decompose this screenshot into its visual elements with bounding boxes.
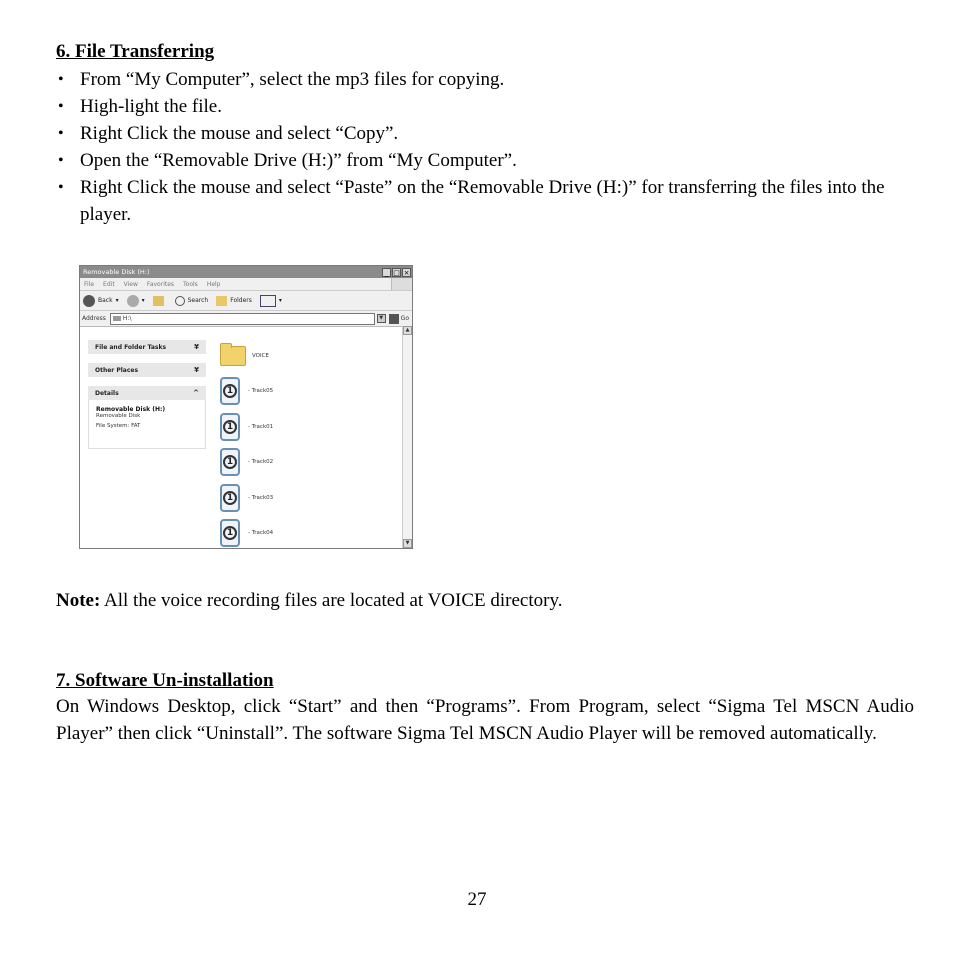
views-icon (260, 295, 276, 307)
section-6-heading: 6. File Transferring (56, 41, 215, 62)
drive-icon (113, 316, 121, 321)
details-content (88, 400, 206, 449)
go-label: Go (400, 315, 409, 322)
list-item[interactable] (220, 480, 273, 516)
forward-button[interactable] (127, 295, 145, 307)
go-arrow-icon (389, 314, 399, 324)
panel-title: Other Places (95, 366, 139, 374)
address-value: H:\ (122, 315, 132, 322)
title-bar (80, 266, 412, 278)
address-input[interactable] (110, 313, 375, 325)
details-panel[interactable] (88, 386, 206, 400)
file-list (220, 338, 273, 551)
note-label: Note: (56, 590, 101, 611)
section-7-heading: 7. Software Un-installation (56, 670, 274, 691)
step-item: • Right Click the mouse and select “Copy”. (56, 120, 896, 147)
address-bar (80, 311, 412, 327)
scroll-up-icon[interactable]: ▲ (403, 326, 412, 335)
folder-icon (220, 346, 246, 366)
task-pane (88, 340, 206, 449)
note-text: All the voice recording files are located at VOICE directory. (100, 590, 563, 611)
file-folder-tasks-panel[interactable] (88, 340, 206, 354)
step-item: • From “My Computer”, select the mp3 files for copying. (56, 66, 896, 93)
views-button[interactable] (260, 295, 282, 307)
step-item: • Right Click the mouse and select “Paste” on the “Removable Drive (H:)” for transferring the files into the player. (56, 174, 896, 228)
go-button[interactable] (389, 314, 409, 324)
chevron-down-icon[interactable]: ¥ (194, 343, 199, 351)
folders-icon (216, 296, 227, 306)
menu-bar (80, 278, 412, 291)
chevron-up-icon[interactable]: ^ (193, 389, 199, 397)
file-name: - Track04 (248, 530, 274, 537)
vertical-scrollbar[interactable] (402, 326, 412, 548)
menu-tools[interactable]: Tools (183, 280, 198, 288)
up-folder-button[interactable] (153, 296, 167, 306)
list-item[interactable] (220, 445, 273, 481)
list-item[interactable] (220, 374, 273, 410)
forward-arrow-icon (127, 295, 139, 307)
search-button[interactable] (175, 296, 209, 306)
file-name: VOICE (252, 352, 269, 359)
address-label: Address (82, 315, 106, 322)
media-file-icon: 1 (220, 377, 240, 405)
menu-view[interactable]: View (123, 280, 138, 288)
panel-title: File and Folder Tasks (95, 343, 167, 351)
media-file-icon: 1 (220, 448, 240, 476)
list-item[interactable] (220, 516, 273, 552)
media-file-icon: 1 (220, 413, 240, 441)
media-file-icon: 1 (220, 519, 240, 547)
list-item[interactable] (220, 409, 273, 445)
uninstall-paragraph: On Windows Desktop, click “Start” and then “Programs”. From Program, select “Sigma Tel MSCN Audio Player” then click “Uninstall”. The software Sigma Tel MSCN Audio Player will be removed automatically. (56, 696, 914, 744)
back-arrow-icon (83, 295, 95, 307)
close-icon[interactable]: × (403, 268, 410, 277)
windows-logo-icon (391, 278, 412, 290)
file-name: - Track03 (248, 494, 274, 501)
list-item[interactable] (220, 338, 273, 374)
chevron-down-icon: ▾ (278, 297, 282, 304)
menu-edit[interactable]: Edit (103, 280, 115, 288)
chevron-down-icon: ▾ (115, 297, 119, 304)
file-name: - Track02 (248, 459, 274, 466)
menu-help[interactable]: Help (206, 280, 221, 288)
folders-button[interactable] (216, 296, 252, 306)
back-button[interactable] (83, 295, 119, 307)
media-file-icon: 1 (220, 484, 240, 512)
panel-title: Details (95, 389, 119, 397)
page-number: 27 (467, 889, 487, 910)
explorer-window (79, 265, 413, 549)
details-name: Removable Disk (H:) (96, 406, 166, 413)
maximize-icon[interactable]: □ (393, 268, 400, 277)
step-item: • High-light the file. (56, 93, 896, 120)
back-label: Back (98, 297, 113, 304)
menu-favorites[interactable]: Favorites (146, 280, 175, 288)
scroll-down-icon[interactable]: ▼ (403, 539, 412, 548)
search-label: Search (187, 297, 209, 304)
up-folder-icon (153, 296, 164, 306)
details-type: Removable Disk (96, 413, 141, 419)
search-icon (175, 296, 185, 306)
address-dropdown-icon[interactable]: ▼ (377, 314, 386, 323)
chevron-down-icon[interactable]: ¥ (194, 366, 199, 374)
minimize-icon[interactable]: _ (382, 268, 391, 277)
step-item: • Open the “Removable Drive (H:)” from “My Computer”. (56, 147, 896, 174)
file-transfer-steps (56, 66, 896, 228)
note (56, 590, 562, 612)
details-filesystem: File System: FAT (96, 423, 141, 429)
chevron-down-icon: ▾ (141, 297, 145, 304)
explorer-content (80, 326, 412, 548)
other-places-panel[interactable] (88, 363, 206, 377)
window-title: Removable Disk (H:) (83, 268, 150, 276)
toolbar (80, 291, 412, 311)
file-name: - Track05 (248, 388, 274, 395)
file-name: - Track01 (248, 423, 274, 430)
menu-file[interactable]: File (84, 280, 95, 288)
folders-label: Folders (230, 297, 252, 304)
